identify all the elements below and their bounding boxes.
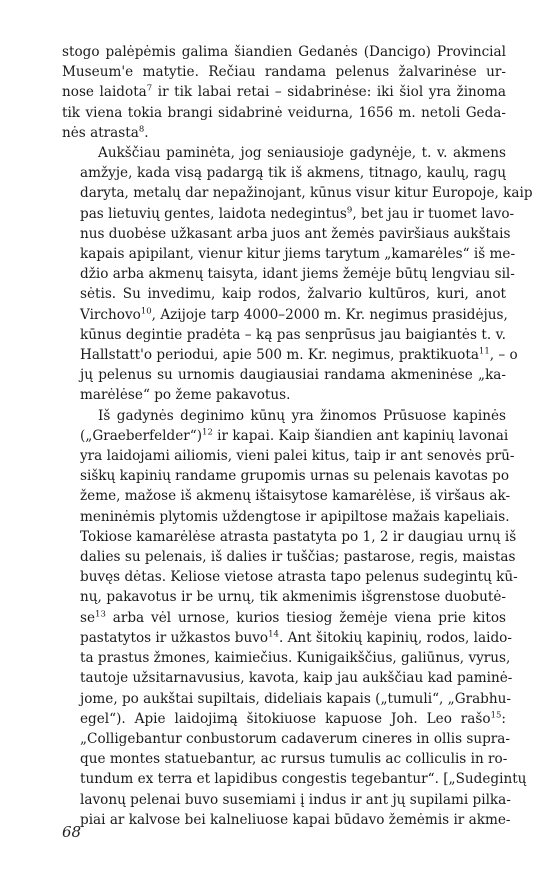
text-run: , bet jau ir tuomet lavo-	[352, 205, 515, 222]
text-run: („Graeberfelder“)	[80, 427, 203, 444]
text-run: dalies su pelenais, iš dalies ir tuščias; pastarose, regis, maistas	[80, 549, 516, 566]
text-run: ta prastus žmones, kaimiečius. Kunigaikščius, galiūnus, vyrus,	[80, 650, 511, 667]
text-line	[62, 507, 510, 527]
text-line	[62, 749, 506, 769]
text-run: sėtis. Su invedimu, kaip rodos, žalvario kultūros, kuri, anot	[80, 286, 506, 303]
paragraph	[62, 406, 527, 830]
footnote-marker: 10	[140, 306, 152, 317]
text-run: lavonų pelenai buvo susemiami į indus ir ant jų supilami pilka-	[80, 791, 511, 808]
text-line	[62, 790, 511, 810]
footnote-marker: 15	[490, 710, 502, 721]
text-line	[62, 587, 506, 607]
text-line	[62, 183, 533, 203]
text-line	[62, 709, 506, 729]
text-run: ir kapai. Kaip šiandien ant kapinių lavonai	[212, 427, 509, 444]
text-run: Hallstatt'o periodui, apie 500 m. Kr. negimus, praktikuota	[80, 347, 479, 364]
text-run: džio arba akmenų taisyta, idant jiems žemėje būtų lengviau sil-	[80, 266, 515, 283]
text-line	[62, 486, 511, 506]
text-run: .	[144, 124, 149, 141]
text-run: ir tik labai retai – sidabrinėse: iki šiol yra žinoma	[152, 84, 506, 101]
text-run: jome, po aukštai supiltais, dideliais kapais („tumuli“, „Grabhu-	[80, 690, 511, 707]
text-run: tundum ex terra et lapidibus congestis tegebantur“. [„Sudegintų	[80, 771, 527, 788]
text-line	[62, 62, 506, 82]
text-run: nus duobėse užkasant arba juos ant žemės paviršiaus aukštais	[80, 225, 511, 242]
text-run: Iš gadynės deginimo kūnų yra žinomos Prūsuose kapinės	[98, 407, 506, 424]
body-text	[62, 42, 533, 830]
footnote-marker: 8	[138, 124, 145, 135]
text-line	[62, 123, 506, 143]
text-line	[62, 345, 518, 365]
text-run: Virchovo	[80, 306, 141, 323]
text-run: se	[80, 609, 96, 626]
text-run: siškų kapinių randame grupomis urnas su pelenais kavotas po	[80, 468, 510, 485]
text-line	[62, 628, 512, 648]
text-run: Aukščiau paminėta, jog seniausioje gadynėje, t. v. akmens	[98, 145, 506, 162]
text-run: kapais apipilant, vienur kitur jiems tarytum „kamarėles“ iš me-	[80, 246, 516, 263]
paragraph	[62, 42, 506, 143]
footnote-marker: 7	[146, 83, 153, 94]
text-line	[62, 42, 506, 62]
text-line	[62, 143, 506, 163]
text-line	[62, 608, 506, 628]
text-run: marėlėse“ po žeme pakavotus.	[80, 387, 291, 404]
text-line	[62, 729, 511, 749]
text-run: nų, pakavotus ir be urnų, tik akmenimis išgrenstose duobutė-	[80, 589, 506, 606]
text-run: piai ar kalvose bei kalneliuose kapai būdavo žemėmis ir akme-	[80, 811, 511, 828]
text-run: , – o	[489, 347, 518, 364]
text-run: yra laidojami ailiomis, vieni palei kitus, taip ir ant senovės prū-	[80, 448, 515, 465]
paragraph	[62, 143, 533, 406]
text-line	[62, 547, 516, 567]
text-line	[62, 224, 511, 244]
text-line	[62, 82, 506, 102]
text-line	[62, 406, 506, 426]
text-run: pas lietuvių gentes, laidota nedegintus	[80, 205, 347, 222]
text-run: „Colligebantur conbustorum cadaverum cineres in ollis supra-	[80, 730, 511, 747]
text-run: stogo palėpėmis galima šiandien Gedanės (Dancigo) Provincial	[62, 44, 506, 60]
text-line	[62, 527, 517, 547]
footnote-marker: 12	[202, 427, 213, 438]
text-run: :	[501, 710, 506, 727]
text-run: žeme, mažose iš akmenų ištaisytose kamarėlėse, iš viršaus ak-	[80, 488, 511, 505]
text-line	[62, 385, 506, 405]
text-line	[62, 204, 515, 224]
text-line	[62, 466, 510, 486]
text-run: tautoje užsitarnavusius, kavota, kaip jau aukščiau kad paminė-	[80, 670, 513, 687]
footnote-marker: 11	[478, 346, 490, 357]
text-run: jų pelenus su urnomis daugiausiai randama akmeninėse „ka-	[80, 367, 506, 384]
text-run: arba vėl urnose, kurios tiesiog žemėje viena prie kitos	[105, 609, 506, 626]
text-run: egel“). Apie laidojimą šitokiuose kapuose Joh. Leo rašo	[80, 710, 491, 727]
text-line	[62, 689, 511, 709]
text-line	[62, 668, 513, 688]
page-number: 68	[62, 823, 82, 841]
text-line	[62, 305, 506, 325]
footnote-marker: 14	[268, 629, 279, 640]
text-run: amžyje, kada visą padargą tik iš akmens, titnago, kaulų, ragų	[80, 165, 506, 182]
text-line	[62, 103, 506, 123]
text-line	[62, 325, 506, 345]
text-line	[62, 163, 506, 183]
text-line	[62, 567, 518, 587]
text-run: daryta, metalų dar nepažinojant, kūnus visur kitur Europoje, kaip	[80, 185, 533, 202]
text-run: meninėmis plytomis uždengtose ir apipiltose mažais kapeliais.	[80, 508, 510, 525]
text-line	[62, 244, 516, 264]
text-run: tik viena tokia brangi sidabrinė veidurna, 1656 m. netoli Geda-	[62, 104, 506, 121]
text-line	[62, 769, 527, 789]
text-run: nės atrasta	[62, 124, 139, 141]
text-line	[62, 365, 506, 385]
text-line	[62, 426, 509, 446]
text-line	[62, 446, 515, 466]
text-run: , Azijoje tarp 4000–2000 m. Kr. negimus prasidėjus,	[151, 306, 508, 323]
text-run: que montes statuebantur, ac rursus tumulis ac colliculis in ro-	[80, 751, 508, 768]
text-line	[62, 810, 511, 830]
text-run: nose laidota	[62, 84, 147, 101]
footnote-marker: 13	[95, 609, 106, 620]
footnote-marker: 9	[346, 205, 353, 216]
text-line	[62, 264, 515, 284]
text-run: pastatytos ir užkastos buvo	[80, 629, 269, 646]
text-run: kūnus degintie pradėta – ką pas senprūsus jau baigiantės t. v.	[80, 326, 506, 343]
text-line	[62, 284, 506, 304]
text-run: Museum'e matytie. Rečiau randama pelenus žalvarinėse ur-	[62, 64, 506, 81]
text-run: Tokiose kamarėlėse atrasta pastatyta po 1, 2 ir daugiau urnų iš	[80, 528, 517, 545]
text-run: buvęs dėtas. Keliose vietose atrasta tapo pelenus sudegintų kū-	[80, 569, 518, 586]
text-line	[62, 648, 511, 668]
text-run: . Ant šitokių kapinių, rodos, laido-	[278, 629, 512, 646]
